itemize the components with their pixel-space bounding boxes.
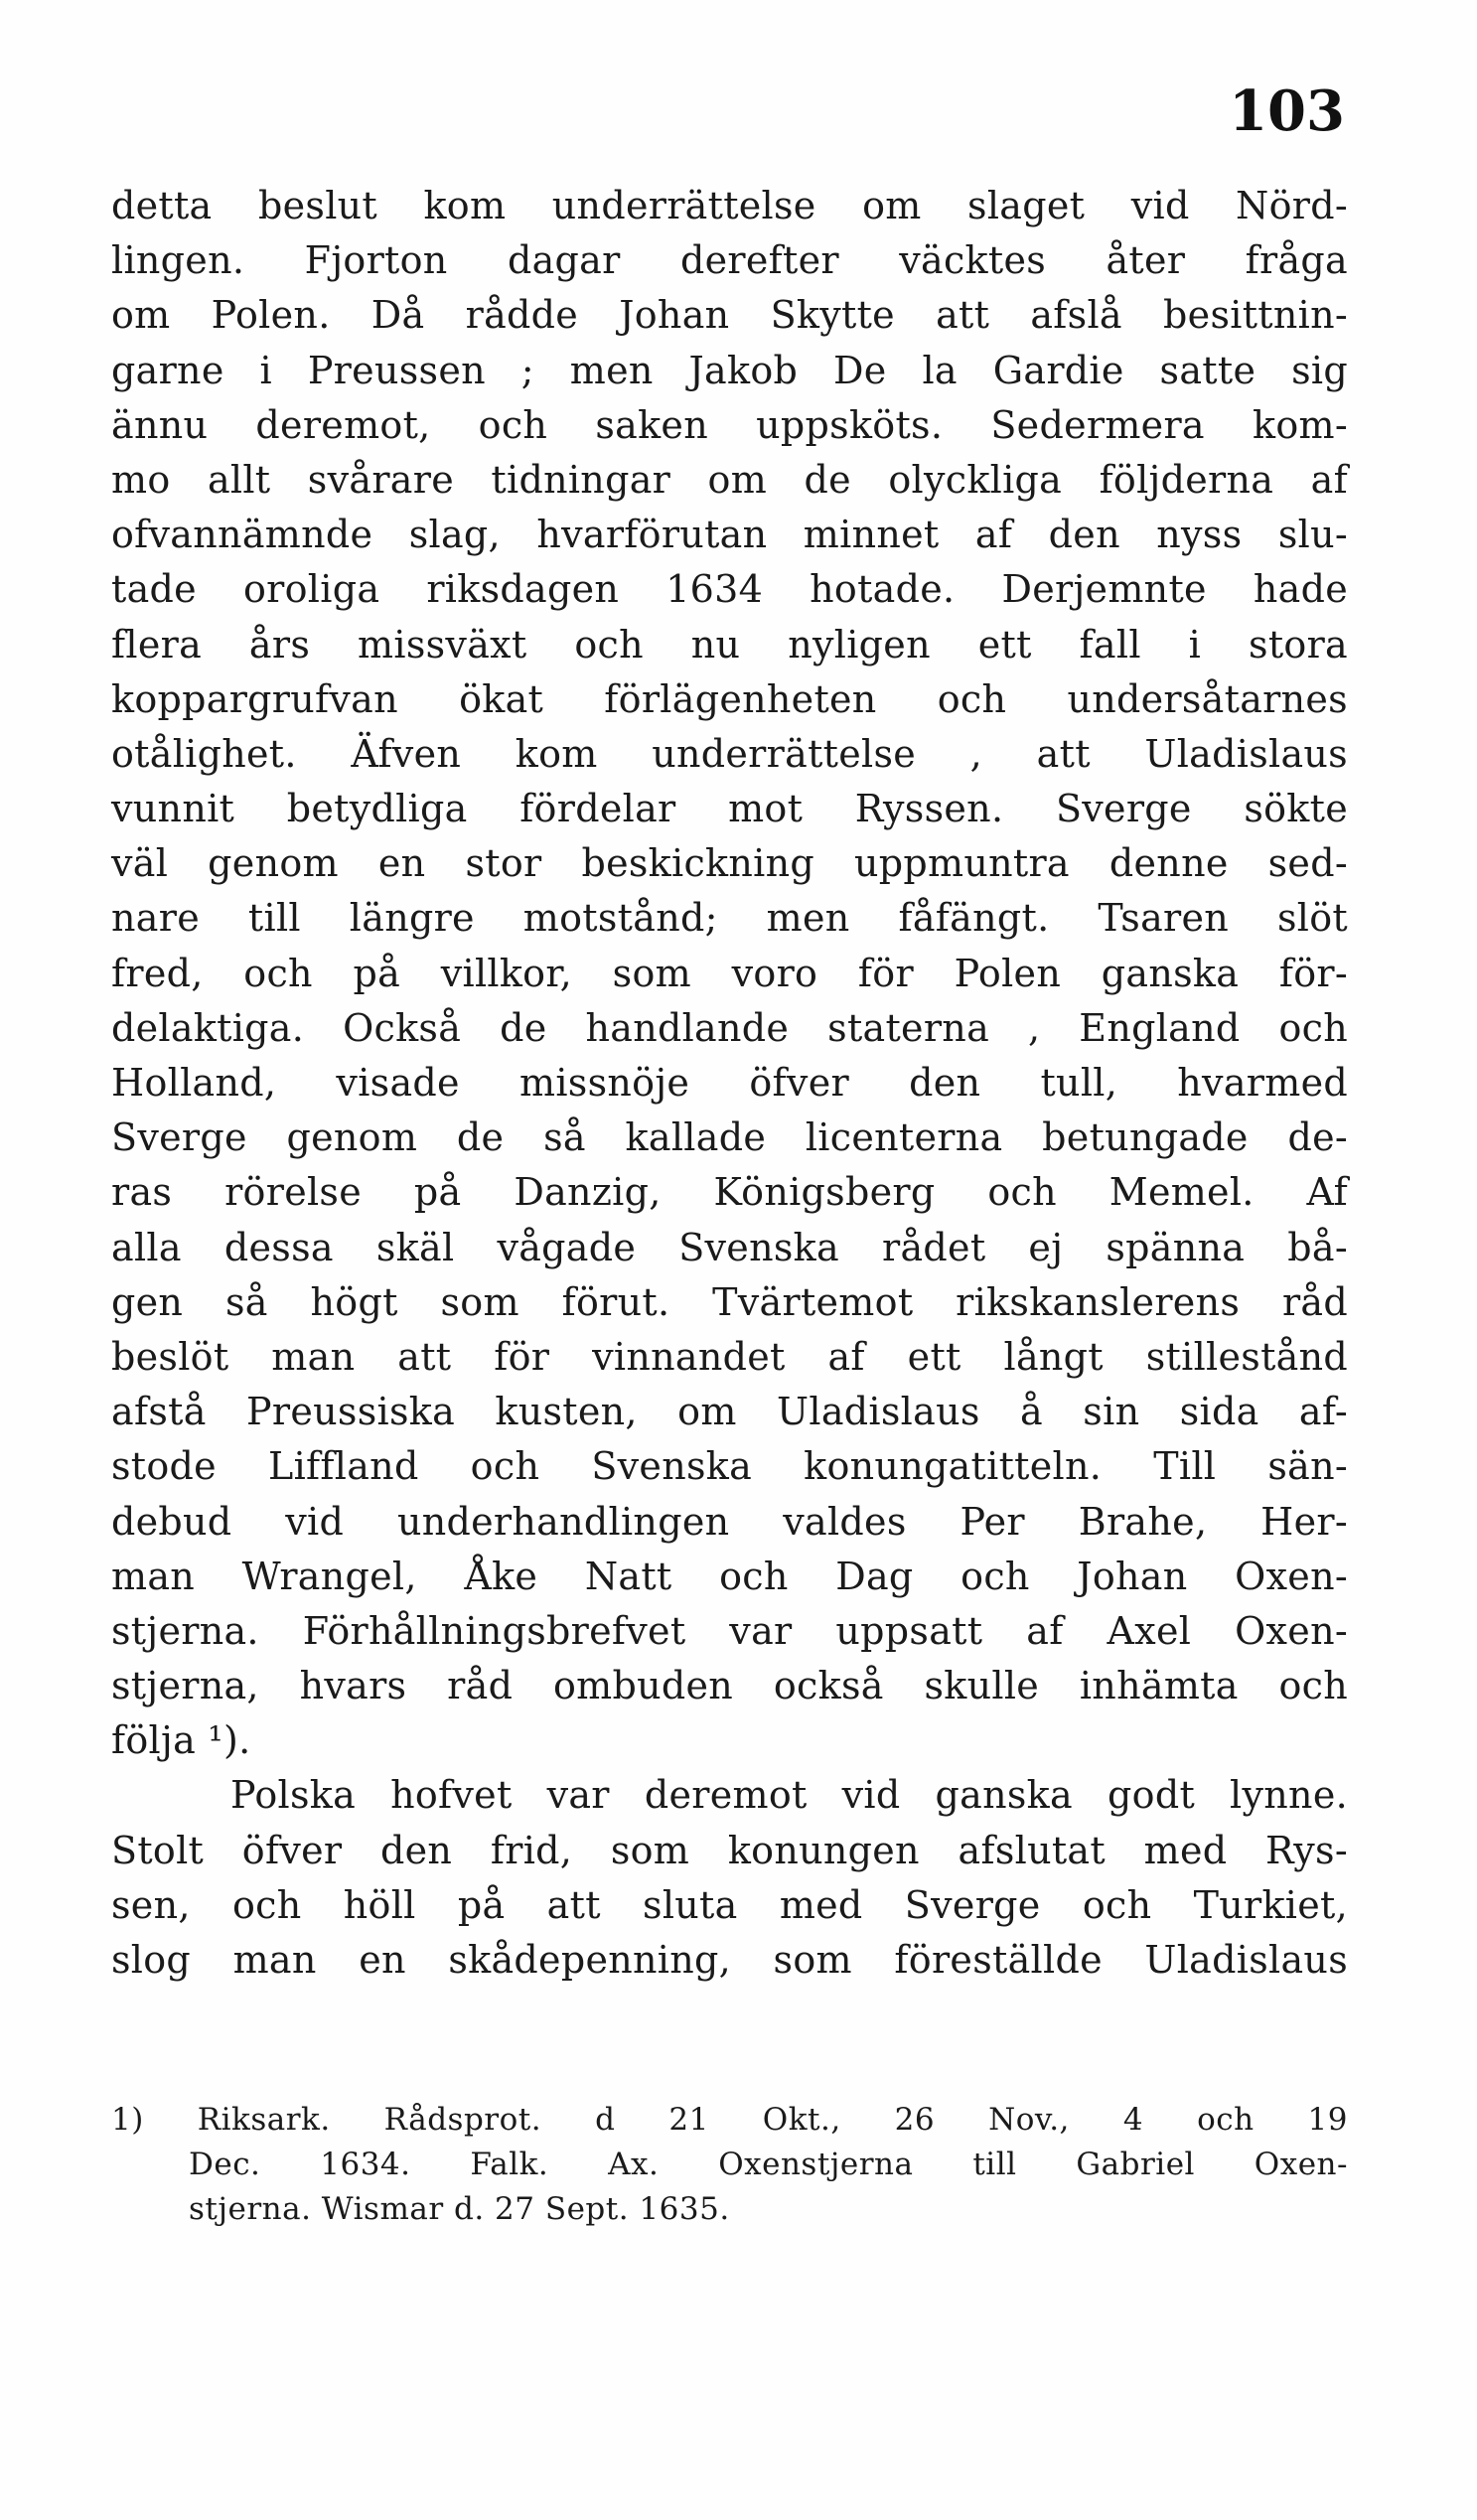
text-line: stode Liffland och Svenska konungatitteln. Till sän- bbox=[111, 1444, 1348, 1489]
footnote bbox=[111, 2098, 1348, 2232]
text-line: afstå Preussiska kusten, om Uladislaus å sin sida af- bbox=[111, 1390, 1348, 1434]
text-line: beslöt man att för vinnandet af ett långt stillestånd bbox=[111, 1334, 1348, 1379]
text-line: Stolt öfver den frid, som konungen afslutat med Rys- bbox=[111, 1828, 1348, 1872]
footnote-line: stjerna. Wismar d. 27 Sept. 1635. bbox=[189, 2191, 730, 2227]
paragraph-start-line: Polska hofvet var deremot vid ganska godt lynne. bbox=[230, 1773, 1348, 1818]
text-line: Sverge genom de så kallade licenterna betungade de- bbox=[111, 1115, 1348, 1160]
text-line: alla dessa skäl vågade Svenska rådet ej spänna bå- bbox=[111, 1225, 1348, 1269]
text-line: gen så högt som förut. Tvärtemot rikskanslerens råd bbox=[111, 1279, 1348, 1324]
text-line: Holland, visade missnöje öfver den tull, hvarmed bbox=[111, 1061, 1348, 1105]
footnote-line: 1) Riksark. Rådsprot. d 21 Okt., 26 Nov., 4 och 19 bbox=[111, 2102, 1348, 2138]
text-line: fred, och på villkor, som voro för Polen ganska för- bbox=[111, 951, 1348, 995]
text-line: väl genom en stor beskickning uppmuntra denne sed- bbox=[111, 841, 1348, 886]
text-line: lingen. Fjorton dagar derefter väcktes åter fråga bbox=[111, 238, 1348, 283]
text-line: mo allt svårare tidningar om de olyckliga följderna af bbox=[111, 457, 1348, 502]
text-line: debud vid underhandlingen valdes Per Brahe, Her- bbox=[111, 1499, 1348, 1544]
body-text bbox=[111, 179, 1348, 1988]
text-line: stjerna, hvars råd ombuden också skulle inhämta och bbox=[111, 1664, 1348, 1708]
text-line: tade oroliga riksdagen 1634 hotade. Derjemnte hade bbox=[111, 567, 1348, 612]
text-line: ofvannämnde slag, hvarförutan minnet af den nyss slu- bbox=[111, 513, 1348, 557]
text-line: nare till längre motstånd; men fåfängt. Tsaren slöt bbox=[111, 896, 1348, 941]
text-line: delaktiga. Också de handlande staterna , England och bbox=[111, 1005, 1348, 1050]
text-line: vunnit betydliga fördelar mot Ryssen. Sverge sökte bbox=[111, 787, 1348, 831]
text-line: flera års missväxt och nu nyligen ett fall i stora bbox=[111, 622, 1348, 667]
page-number: 103 bbox=[1229, 78, 1345, 144]
text-line: man Wrangel, Åke Natt och Dag och Johan Oxen- bbox=[111, 1554, 1348, 1598]
text-line: sen, och höll på att sluta med Sverge och Turkiet, bbox=[111, 1882, 1348, 1927]
footnote-line: Dec. 1634. Falk. Ax. Oxenstjerna till Gabriel Oxen- bbox=[189, 2147, 1348, 2182]
text-line: koppargrufvan ökat förlägenheten och undersåtarnes bbox=[111, 676, 1348, 721]
text-line: slog man en skådepenning, som föreställde Uladislaus bbox=[111, 1938, 1348, 1982]
text-line: otålighet. Äfven kom underrättelse , att Uladislaus bbox=[111, 731, 1348, 776]
text-line: om Polen. Då rådde Johan Skytte att afslå besittnin- bbox=[111, 293, 1348, 338]
paragraph-end-line: följa ¹). bbox=[111, 1718, 251, 1763]
text-line: ras rörelse på Danzig, Königsberg och Memel. Af bbox=[111, 1170, 1348, 1215]
text-line: garne i Preussen ; men Jakob De la Gardie satte sig bbox=[111, 348, 1348, 392]
text-line: detta beslut kom underrättelse om slaget vid Nörd- bbox=[111, 184, 1348, 227]
text-line: stjerna. Förhållningsbrefvet var uppsatt af Axel Oxen- bbox=[111, 1608, 1348, 1653]
text-line: ännu deremot, och saken uppsköts. Sedermera kom- bbox=[111, 402, 1348, 447]
